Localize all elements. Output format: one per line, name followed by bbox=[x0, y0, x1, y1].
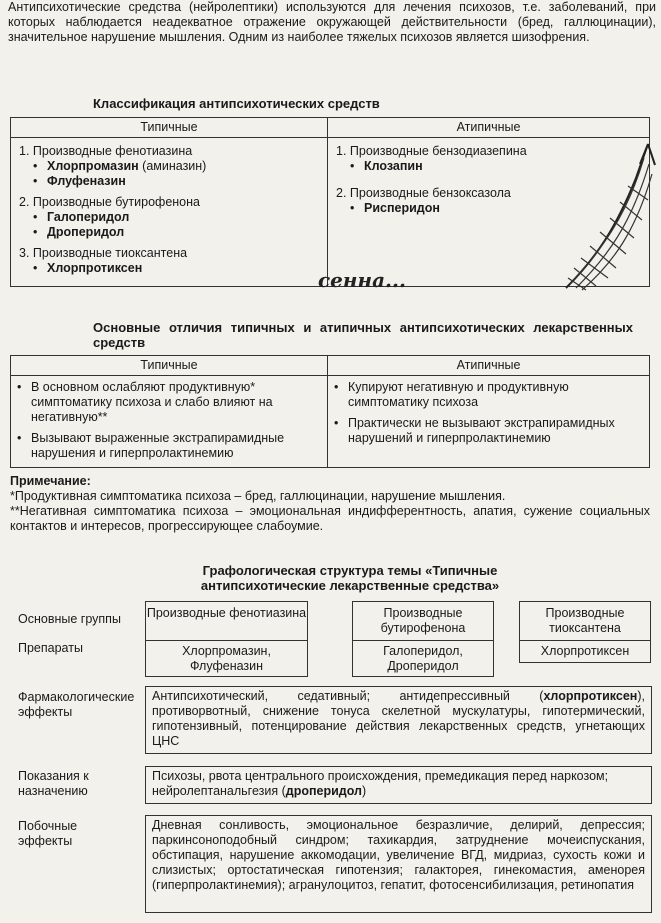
box-group-phenothiazine: Производные фенотиазина bbox=[145, 601, 308, 641]
box-effects bbox=[145, 686, 652, 754]
drug-note: (аминазин) bbox=[138, 159, 207, 173]
drug-haloperidol: Галоперидол bbox=[47, 210, 130, 224]
diff-typical-cell bbox=[11, 376, 328, 468]
drug-clozapine: Клозапин bbox=[364, 159, 423, 173]
diff-typical-item: • В основном ослабляют продуктивную* симптоматику психоза и слабо влияют на негативную** bbox=[15, 380, 321, 425]
grapho-title: Графологическая структура темы «Типичные антипсихотические лекарственные средства» bbox=[200, 563, 500, 593]
effects-text: Антипсихотический, седативный; антидепрессивный ( bbox=[152, 689, 544, 703]
box-drugs-thioxanthene: Хлорпротиксен bbox=[519, 640, 651, 663]
classification-table bbox=[10, 117, 650, 292]
drug-droperidol: Дроперидол bbox=[47, 225, 125, 239]
label-side-effects: Побочные эффекты bbox=[18, 819, 78, 848]
label-groups: Основные группы bbox=[18, 612, 121, 626]
drug-risperidone: Рисперидон bbox=[364, 201, 440, 215]
box-drugs-butyrophenone: Галоперидол, Дроперидол bbox=[352, 640, 494, 677]
label-drugs: Препараты bbox=[18, 641, 83, 655]
box-group-butyrophenone: Производные бутирофенона bbox=[352, 601, 494, 641]
note-title: Примечание: bbox=[10, 474, 91, 488]
group-butyrophenone: 2. Производные бутирофенона bbox=[19, 195, 200, 209]
group-benzodiazepine: 1. Производные бензодиазепина bbox=[336, 144, 527, 158]
box-indications bbox=[145, 766, 652, 804]
indications-text: Психозы, рвота центрального происхождения, премедикация перед наркозом; нейролептанальгезия ( bbox=[152, 769, 609, 798]
group-thioxanthene: 3. Производные тиоксантена bbox=[19, 246, 188, 260]
diff-typical-header: Типичные bbox=[11, 356, 328, 376]
differences-table bbox=[10, 355, 650, 468]
box-side-effects: Дневная сонливость, эмоциональное безразличие, делирий, депрессия; паркинсоноподобный синдром; тахикардия, затруднение мочеиспускания, обстипация, нарушение аккомодации, увеличение ВГД, мидриаз, сухость кожи и слизистых; ортостатическая гипотензия; галакторея, гинекомастия, аменорея (гиперпролактинемия); агранулоцитоз, гепатит, фотосенсибилизация, ретинопатия bbox=[145, 815, 652, 913]
note-line-1: *Продуктивная симптоматика психоза – бред, галлюцинации, нарушение мышления. bbox=[10, 489, 506, 503]
diff-atypical-header: Атипичные bbox=[328, 356, 650, 376]
classification-title: Классификация антипсихотических средств bbox=[93, 96, 380, 111]
pen-scribble-arrow bbox=[556, 138, 660, 300]
diff-atypical-item: • Купируют негативную и продуктивную симптоматику психоза bbox=[332, 380, 643, 410]
handwritten-note: сенна... bbox=[318, 268, 406, 292]
label-effects: Фармакологические эффекты bbox=[18, 690, 135, 719]
intro-paragraph: Антипсихотические средства (нейролептики) используются для лечения психозов, т.е. заболеваний, при которых наблюдается неадекватное отражение окружающей действительности (бред, галлюцинации), значительное нарушение мышления. Одним из наиболее тяжелых психозов является шизофрения. bbox=[8, 0, 656, 44]
indications-text-post: ) bbox=[362, 784, 367, 798]
effects-bold: хлорпротиксен bbox=[543, 689, 638, 703]
diff-atypical-cell bbox=[328, 376, 650, 468]
note-line-2: **Негативная симптоматика психоза – эмоциональная индифферентность, апатия, сужение социальных контактов и интересов, прогрессирующее слабоумие. bbox=[10, 504, 650, 533]
drug-fluphenazine: Флуфеназин bbox=[47, 174, 126, 188]
box-drugs-phenothiazine: Хлорпромазин, Флуфеназин bbox=[145, 640, 308, 677]
diff-atypical-item: • Практически не вызывают экстрапирамидных нарушений и гиперпролактинемию bbox=[332, 416, 643, 446]
atypical-header: Атипичные bbox=[328, 118, 650, 138]
diff-typical-item: • Вызывают выраженные экстрапирамидные нарушения и гиперпролактинемию bbox=[15, 431, 321, 461]
drug-chlorprothixene: Хлорпротиксен bbox=[47, 261, 143, 275]
group-phenothiazine: 1. Производные фенотиазина bbox=[19, 144, 193, 158]
label-indications: Показания к назначению bbox=[18, 769, 89, 798]
differences-title: Основные отличия типичных и атипичных антипсихотических лекарственных средств bbox=[93, 320, 633, 350]
box-group-thioxanthene: Производные тиоксантена bbox=[519, 601, 651, 641]
effects-text-post: ), противорвотный, снижение тонуса скелетной мускулатуры, гипотермический, гипотензивный, потенцирование действия лекарственных средств, угнетающих ЦНС bbox=[152, 689, 645, 748]
typical-header: Типичные bbox=[11, 118, 328, 138]
indications-bold: дроперидол bbox=[285, 784, 362, 798]
drug-chlorpromazine: Хлорпромазин bbox=[47, 159, 139, 173]
group-benzoxazole: 2. Производные бензоксазола bbox=[336, 186, 511, 200]
typical-groups bbox=[11, 138, 328, 287]
